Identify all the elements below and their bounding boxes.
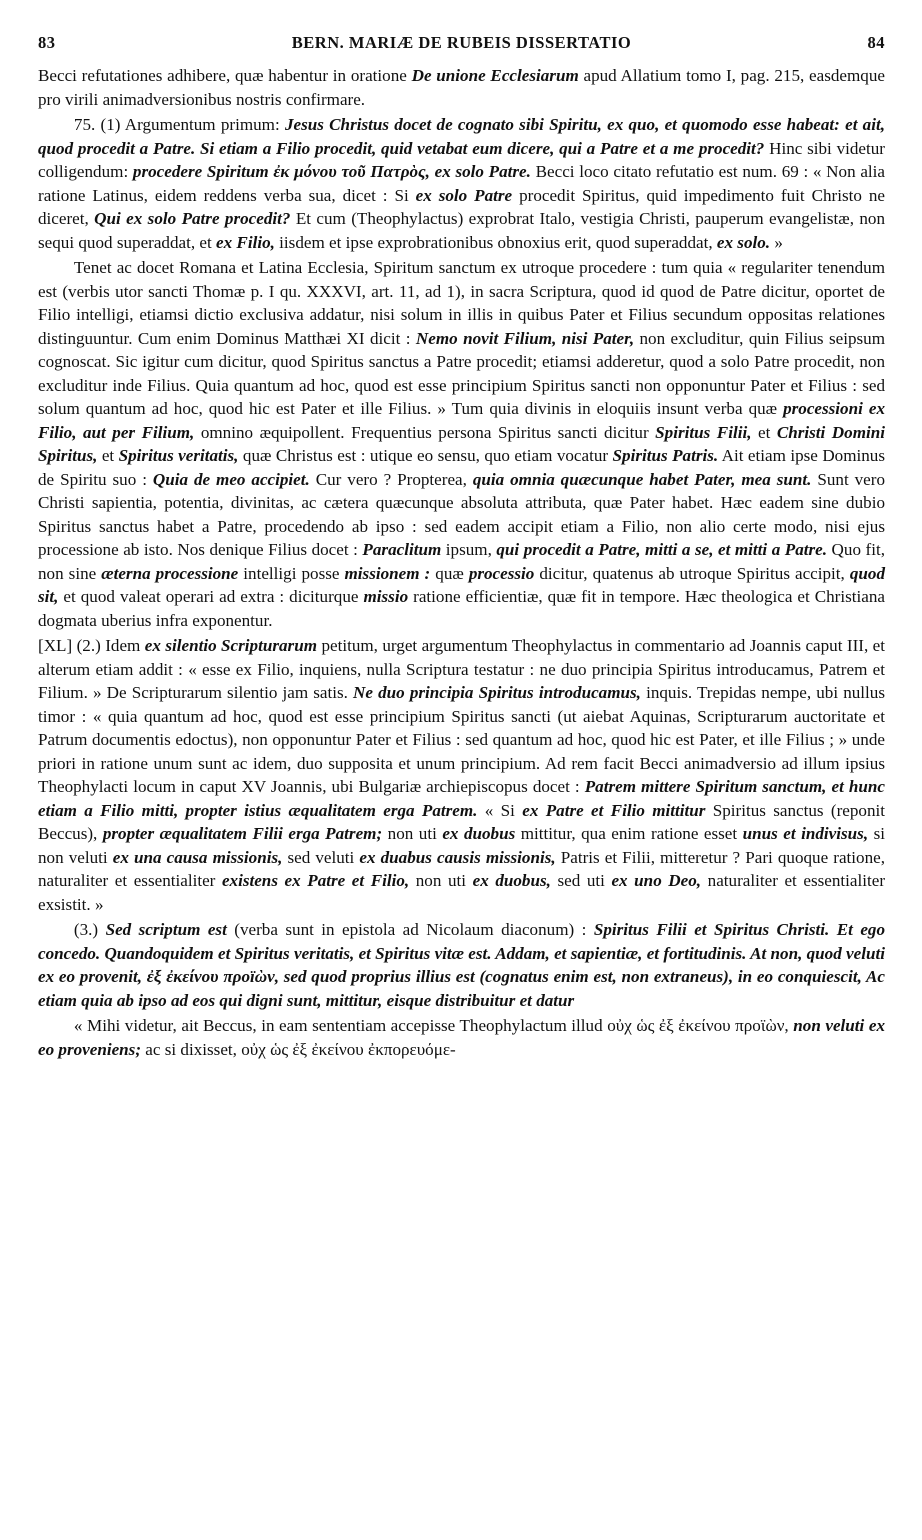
italic-phrase: ex duobus, bbox=[472, 871, 551, 890]
text-run: quæ bbox=[430, 563, 469, 583]
text-run: Patris et Filii, mitteretur ? Pari quoque ratione, naturaliter et essentialiter bbox=[38, 847, 885, 890]
italic-phrase: quia omnia quæcunque habet Pater, mea sunt. bbox=[472, 469, 812, 489]
text-run: intelligi posse bbox=[238, 563, 345, 583]
paragraph bbox=[38, 634, 885, 916]
text-run: si non veluti bbox=[38, 824, 886, 867]
paragraph bbox=[38, 918, 885, 1012]
text-run: [XL] (2.) Idem bbox=[38, 636, 145, 655]
text-run: et bbox=[97, 446, 119, 465]
text-run: Quo fit, non sine bbox=[38, 540, 885, 583]
document-page bbox=[38, 30, 885, 1061]
text-run: Cur vero ? Propterea, bbox=[309, 469, 473, 489]
text-run: apud Allatium tomo I, pag. 215, easdemque pro virili animadversionibus nostris confirmare. bbox=[38, 66, 885, 109]
italic-phrase: ex silentio Scripturarum bbox=[144, 636, 318, 655]
text-run: 75. (1) Argumentum primum: bbox=[73, 115, 285, 134]
text-run: » bbox=[770, 232, 783, 252]
text-run: inquis. Trepidas nempe, ubi nullus timor : « quia quantum ad hoc, quod est esse principium Spiritus sancti (ut aiebat Aquinas, Scripturarum auctoritate et Patrum documentis edoctus), non opponuntur Pater et Filius : sed quantum ad hoc, quod hic est Pater, et ille Filius ; » unde priori in ratione unum sunt ac idem, duo supposita et unum principium. Ad rem facit Becci animadversio ad illum ipsius Theophylacti locum in caput XV Joannis, ubi Bulgariæ archiepiscopus docet : bbox=[38, 683, 886, 796]
italic-phrase: processio bbox=[468, 563, 535, 583]
text-run: non excluditur, quin Filius seipsum cognoscat. Sic igitur cum dicitur, quod Spiritus sanctus a Patre procedit; etiamsi adderetur, quod a solo Patre procedit, non excluditur inde Filius. Quia quantum ad hoc, quod est esse principium Spiritus sancti non opponuntur Pater et Filius : sed solum quantum ad hoc, quod hic est Pater et ille Filius. » Tum quia divinis in eloquiis insunt verba quæ bbox=[38, 328, 885, 418]
text-run: sed veluti bbox=[282, 847, 360, 867]
text-run: Ait etiam ipse Dominus de Spiritu suo : bbox=[38, 446, 886, 489]
italic-phrase: procedere Spiritum ἐκ μόνου τοῦ Πατρὸς, ex solo Patre. bbox=[132, 162, 531, 181]
text-run: Sunt vero Christi sapientia, potentia, divinitas, ac cætera quæcunque absoluta attributa, quæ Pater habet. Hæc eadem sine dubio Spiritus sanctus habet a Patre, procedendo ab ipso : sed eadem accipit etiam a Filio, non alio certe modo, nisi ejus processione ab isto. Nos denique Filius docet : bbox=[38, 469, 886, 559]
italic-phrase: ex uno Deo, bbox=[611, 871, 702, 890]
text-run: procedit Spiritus, quid impedimento fuit Christo ne diceret, bbox=[38, 185, 886, 228]
italic-phrase: processioni ex Filio, aut per Filium, bbox=[38, 399, 886, 442]
text-run: Becci loco citato refutatio est num. 69 : « Non alia ratione Latinus, eidem reddens verba sua, dicet : Si bbox=[38, 162, 885, 205]
italic-phrase: missio bbox=[363, 587, 409, 606]
italic-phrase: unus et indivisus, bbox=[742, 824, 869, 843]
text-run: omnino æquipollent. Frequentius persona Spiritus sancti dicitur bbox=[194, 422, 656, 442]
text-run: dicitur, quatenus ab utroque Spiritus accipit, bbox=[534, 563, 850, 583]
italic-phrase: Sed scriptum est bbox=[105, 920, 227, 939]
italic-phrase: ex duabus causis missionis, bbox=[359, 847, 556, 867]
italic-phrase: Spiritus Patris. bbox=[612, 446, 719, 465]
italic-phrase: Spiritus Filii et Spiritus Christi. Et ego concedo. Quandoquidem et Spiritus veritatis, et Spiritus vitæ est. Addam, et sapientiæ, et fortitudinis. At non, quod veluti ex eo provenit, ἐξ ἐκείνου προϊὼν, sed quod proprius illius est (cognatus enim est, non extraneus), in eo conquiescit, Ac etiam quia ab ipso ad eos qui digni sunt, mittitur, eisque distribuitur et datur bbox=[38, 920, 886, 1010]
text-run: et bbox=[751, 422, 777, 442]
text-run: naturaliter et essentialiter exsistit. » bbox=[38, 871, 886, 914]
text-run: et quod valeat operari ad extra : diciturque bbox=[58, 587, 364, 606]
italic-phrase: Christi Domini Spiritus, bbox=[38, 422, 885, 465]
italic-phrase: Ne duo principia Spiritus introducamus, bbox=[353, 683, 641, 702]
body-text bbox=[38, 64, 885, 1061]
running-title: BERN. MARIÆ DE RUBEIS DISSERTATIO bbox=[291, 33, 632, 52]
text-run: non uti bbox=[382, 824, 443, 843]
italic-phrase: Spiritus Filii, bbox=[655, 422, 752, 442]
italic-phrase: Nemo novit Filium, nisi Pater, bbox=[415, 328, 635, 348]
paragraph bbox=[38, 64, 885, 111]
italic-phrase: ex Filio, bbox=[216, 232, 275, 252]
italic-phrase: ex duobus bbox=[442, 824, 516, 843]
italic-phrase: Paraclitum bbox=[362, 540, 442, 559]
text-run: Hinc sibi videtur colligendum: bbox=[38, 138, 885, 181]
italic-phrase: Quia de meo accipiet. bbox=[152, 469, 310, 489]
paragraph bbox=[38, 113, 885, 254]
italic-phrase: Jesus Christus docet de cognato sibi Spiritu, ex quo, et quomodo esse habeat: et ait, quod procedit a Patre. Si etiam a Filio procedit, quid vetabat eum dicere, qui a Patre et a me procedit? bbox=[38, 115, 886, 158]
text-run: sed uti bbox=[550, 871, 612, 890]
italic-phrase: Qui ex solo Patre procedit? bbox=[94, 209, 291, 228]
text-run: Spiritus sanctus (reponit Beccus), bbox=[38, 800, 886, 843]
left-page-number: 83 bbox=[38, 33, 56, 52]
italic-phrase: De unione Ecclesiarum bbox=[411, 66, 579, 85]
text-run: non uti bbox=[409, 871, 473, 890]
italic-phrase: existens ex Patre et Filio, bbox=[221, 871, 410, 890]
italic-phrase: propter æqualitatem Filii erga Patrem; bbox=[102, 824, 383, 843]
text-run: Et cum (Theophylactus) exprobrat Italo, vestigia Christi, pauperum evangelistæ, non sequi quod superaddat, et bbox=[38, 209, 886, 252]
text-run: mittitur, qua enim ratione esset bbox=[515, 824, 743, 843]
text-run: quæ Christus est : utique eo sensu, quo etiam vocatur bbox=[238, 446, 613, 465]
text-run: Tenet ac docet Romana et Latina Ecclesia, Spiritum sanctum ex utroque procedere : tum quia « regulariter tenendum est (verbis utor sancti Thomæ p. I qu. XXXVI, art. 11, ad 1), in sacra Scriptura, quod id quod de Patre dicitur, oportet de Filio intelligi, etiamsi dictio exclusiva addatur, nisi solum in illis in quibus Pater et Filius secundum oppositas relationes distinguuntur. Cum enim Dominus Matthæi XI dicit : bbox=[38, 258, 885, 348]
italic-phrase: non veluti ex eo proveniens; bbox=[38, 1016, 885, 1059]
italic-phrase: quod sit, bbox=[38, 563, 886, 606]
italic-phrase: qui procedit a Patre, mitti a se, et mitti a Patre. bbox=[496, 540, 828, 559]
italic-phrase: ex solo. bbox=[716, 232, 771, 252]
text-run: « Si bbox=[477, 800, 523, 820]
text-run: (3.) bbox=[73, 920, 106, 939]
text-run: ac si dixisset, οὐχ ὡς ἐξ ἐκείνου ἐκπορευόμε- bbox=[141, 1039, 456, 1059]
paragraph bbox=[38, 1014, 885, 1061]
italic-phrase: ex Patre et Filio mittitur bbox=[522, 800, 706, 820]
text-run: « Mihi videtur, ait Beccus, in eam sententiam accepisse Theophylactum illud οὐχ ὡς ἐξ ἐκείνου προϊὼν, bbox=[73, 1016, 794, 1035]
italic-phrase: æterna processione bbox=[101, 563, 239, 583]
text-run: (verba sunt in epistola ad Nicolaum diaconum) : bbox=[226, 920, 594, 939]
running-head bbox=[38, 30, 885, 56]
italic-phrase: ex una causa missionis, bbox=[112, 847, 283, 867]
italic-phrase: missionem : bbox=[344, 563, 431, 583]
text-run: iisdem et ipse exprobrationibus obnoxius erit, quod superaddat, bbox=[274, 232, 717, 252]
paragraph bbox=[38, 256, 885, 632]
right-page-number: 84 bbox=[867, 33, 885, 52]
italic-phrase: ex solo Patre bbox=[415, 185, 513, 205]
italic-phrase: Patrem mittere Spiritum sanctum, et hunc etiam a Filio mitti, propter istius æqualitatem erga Patrem. bbox=[38, 777, 885, 820]
text-run: ratione efficientiæ, quæ fit in tempore. Hæc theologica et Christiana dogmata uberius infra exponentur. bbox=[38, 587, 885, 630]
text-run: Becci refutationes adhibere, quæ habentur in oratione bbox=[38, 66, 412, 85]
text-run: petitum, urget argumentum Theophylactus in commentario ad Joannis caput III, et alterum etiam addit : « esse ex Filio, inquiens, nulla Scriptura testatur : ne duo principia Spiritus introducamus, Patrem et Filium. » De Scripturarum silentio jam satis. bbox=[38, 636, 885, 702]
text-run: ipsum, bbox=[441, 540, 497, 559]
italic-phrase: Spiritus veritatis, bbox=[118, 446, 239, 465]
